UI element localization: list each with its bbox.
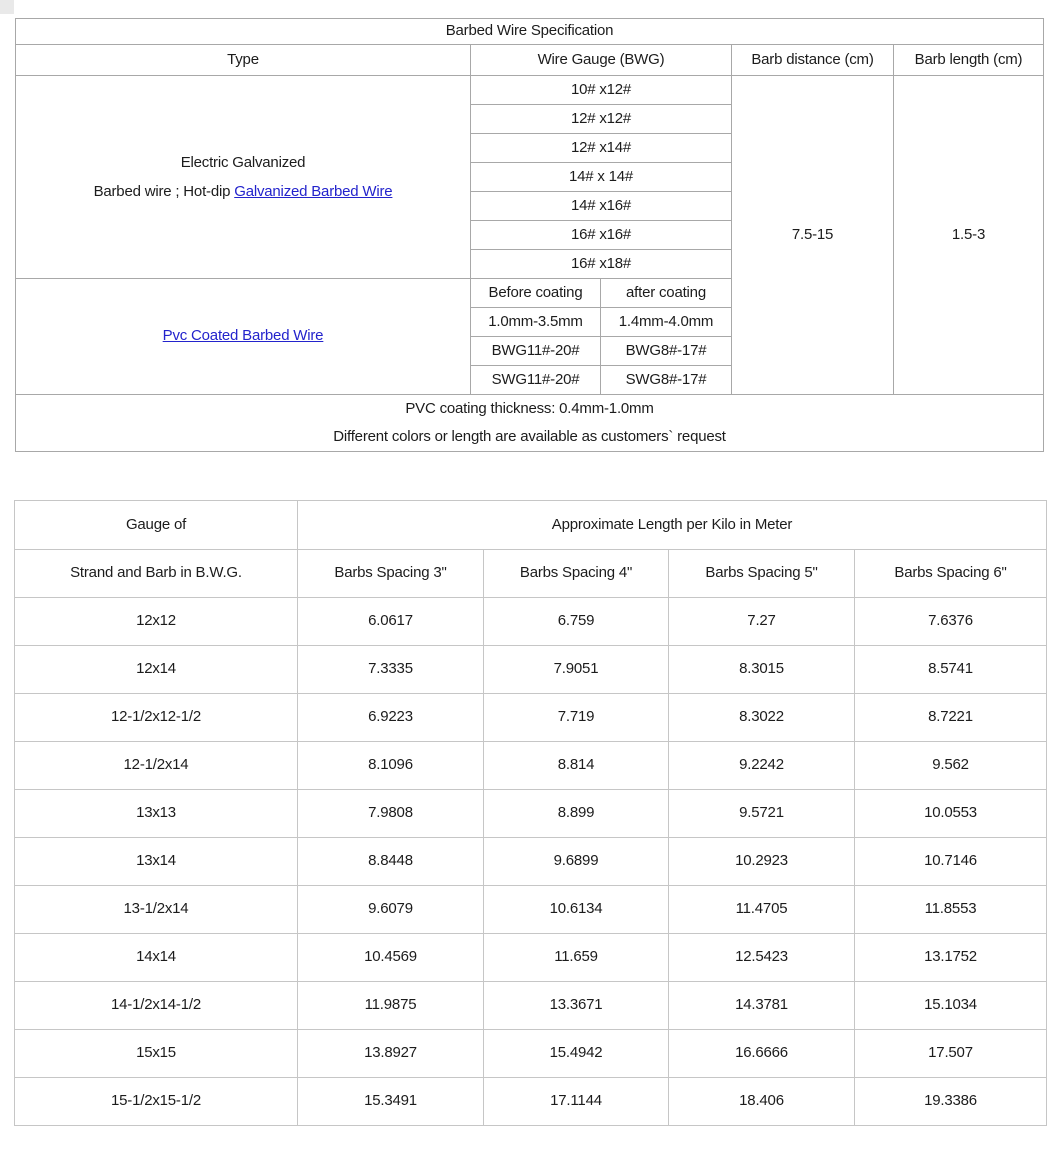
galvanized-type-line1: Electric Galvanized [180, 154, 306, 171]
value-cell: 14.3781 [669, 982, 855, 1030]
gauge-cell: 15-1/2x15-1/2 [15, 1078, 298, 1126]
wire-gauge-cell: 12# x12# [471, 105, 732, 134]
value-cell: 17.1144 [484, 1078, 669, 1126]
value-cell: 18.406 [669, 1078, 855, 1126]
barb-length-column-header: Barb length (cm) [894, 45, 1044, 76]
gauge-cell: 12-1/2x14 [15, 742, 298, 790]
gauge-cell: 12-1/2x12-1/2 [15, 694, 298, 742]
before-coating-swg-cell: SWG11#-20# [471, 366, 601, 395]
value-cell: 8.814 [484, 742, 669, 790]
value-cell: 13.3671 [484, 982, 669, 1030]
corner-artifact [0, 0, 14, 14]
value-cell: 9.2242 [669, 742, 855, 790]
table-row [15, 1078, 1047, 1126]
gauge-cell: 15x15 [15, 1030, 298, 1078]
wire-gauge-cell: 14# x16# [471, 192, 732, 221]
barbed-wire-spec-table [15, 18, 1044, 452]
table-row [15, 790, 1047, 838]
table-row [15, 1030, 1047, 1078]
after-coating-bwg-cell: BWG8#-17# [601, 337, 732, 366]
value-cell: 7.3335 [298, 646, 484, 694]
value-cell: 9.562 [855, 742, 1047, 790]
galvanized-barbed-wire-link[interactable]: Galvanized Barbed Wire [234, 183, 393, 200]
strand-barb-header: Strand and Barb in B.W.G. [15, 550, 298, 598]
value-cell: 15.4942 [484, 1030, 669, 1078]
value-cell: 6.0617 [298, 598, 484, 646]
galvanized-type-cell [16, 76, 471, 279]
value-cell: 9.5721 [669, 790, 855, 838]
gauge-cell: 13x13 [15, 790, 298, 838]
value-cell: 8.1096 [298, 742, 484, 790]
value-cell: 15.1034 [855, 982, 1047, 1030]
wire-gauge-cell: 16# x16# [471, 221, 732, 250]
value-cell: 8.7221 [855, 694, 1047, 742]
length-per-kilo-table [14, 500, 1047, 1126]
table-row [15, 838, 1047, 886]
barb-distance-value-cell: 7.5-15 [732, 76, 894, 395]
value-cell: 6.759 [484, 598, 669, 646]
value-cell: 8.3015 [669, 646, 855, 694]
value-cell: 8.3022 [669, 694, 855, 742]
value-cell: 10.2923 [669, 838, 855, 886]
type-column-header: Type [16, 45, 471, 76]
value-cell: 13.8927 [298, 1030, 484, 1078]
spec-footer-cell [16, 395, 1044, 452]
gauge-cell: 14x14 [15, 934, 298, 982]
gauge-cell: 12x12 [15, 598, 298, 646]
value-cell: 7.27 [669, 598, 855, 646]
value-cell: 9.6899 [484, 838, 669, 886]
pvc-type-cell [16, 279, 471, 395]
value-cell: 7.9808 [298, 790, 484, 838]
barbs-spacing-6-header: Barbs Spacing 6" [855, 550, 1047, 598]
value-cell: 8.5741 [855, 646, 1047, 694]
value-cell: 11.4705 [669, 886, 855, 934]
gauge-cell: 13x14 [15, 838, 298, 886]
before-coating-cell: Before coating [471, 279, 601, 308]
value-cell: 10.6134 [484, 886, 669, 934]
gauge-cell: 13-1/2x14 [15, 886, 298, 934]
approx-length-header: Approximate Length per Kilo in Meter [298, 501, 1047, 550]
value-cell: 15.3491 [298, 1078, 484, 1126]
table-row [15, 742, 1047, 790]
value-cell: 7.9051 [484, 646, 669, 694]
barbs-spacing-4-header: Barbs Spacing 4" [484, 550, 669, 598]
spec-footer-row [16, 395, 1044, 452]
barbs-spacing-3-header: Barbs Spacing 3" [298, 550, 484, 598]
length-header-row-2 [15, 550, 1047, 598]
after-coating-swg-cell: SWG8#-17# [601, 366, 732, 395]
value-cell: 12.5423 [669, 934, 855, 982]
value-cell: 8.8448 [298, 838, 484, 886]
wire-gauge-cell: 16# x18# [471, 250, 732, 279]
table-row [15, 886, 1047, 934]
value-cell: 19.3386 [855, 1078, 1047, 1126]
value-cell: 13.1752 [855, 934, 1047, 982]
pvc-coated-barbed-wire-link[interactable]: Pvc Coated Barbed Wire [162, 327, 324, 345]
galvanized-type-line2-text: Barbed wire ; Hot-dip [93, 183, 235, 200]
pvc-thickness-note: PVC coating thickness: 0.4mm-1.0mm [405, 400, 654, 417]
value-cell: 8.899 [484, 790, 669, 838]
value-cell: 9.6079 [298, 886, 484, 934]
value-cell: 10.0553 [855, 790, 1047, 838]
gauge-row [16, 76, 1044, 105]
value-cell: 10.7146 [855, 838, 1047, 886]
value-cell: 10.4569 [298, 934, 484, 982]
gauge-cell: 14-1/2x14-1/2 [15, 982, 298, 1030]
value-cell: 16.6666 [669, 1030, 855, 1078]
value-cell: 11.9875 [298, 982, 484, 1030]
spec-header-row [16, 45, 1044, 76]
wire-gauge-column-header: Wire Gauge (BWG) [471, 45, 732, 76]
spec-table-title: Barbed Wire Specification [16, 19, 1044, 45]
after-coating-value-cell: 1.4mm-4.0mm [601, 308, 732, 337]
table-row [15, 646, 1047, 694]
galvanized-type-line2 [20, 177, 466, 206]
value-cell: 11.659 [484, 934, 669, 982]
customer-request-note: Different colors or length are available as customers` request [333, 428, 726, 445]
before-coating-value-cell: 1.0mm-3.5mm [471, 308, 601, 337]
wire-gauge-cell: 10# x12# [471, 76, 732, 105]
value-cell: 7.6376 [855, 598, 1047, 646]
gauge-cell: 12x14 [15, 646, 298, 694]
before-coating-bwg-cell: BWG11#-20# [471, 337, 601, 366]
value-cell: 17.507 [855, 1030, 1047, 1078]
barbs-spacing-5-header: Barbs Spacing 5" [669, 550, 855, 598]
value-cell: 11.8553 [855, 886, 1047, 934]
length-header-row-1 [15, 501, 1047, 550]
barb-distance-column-header: Barb distance (cm) [732, 45, 894, 76]
wire-gauge-cell: 14# x 14# [471, 163, 732, 192]
table-row [15, 934, 1047, 982]
gauge-of-header: Gauge of [15, 501, 298, 550]
value-cell: 6.9223 [298, 694, 484, 742]
table-row [15, 694, 1047, 742]
wire-gauge-cell: 12# x14# [471, 134, 732, 163]
table-row [15, 598, 1047, 646]
barb-length-value-cell: 1.5-3 [894, 76, 1044, 395]
after-coating-cell: after coating [601, 279, 732, 308]
spec-title-row [16, 19, 1044, 45]
value-cell: 7.719 [484, 694, 669, 742]
table-row [15, 982, 1047, 1030]
